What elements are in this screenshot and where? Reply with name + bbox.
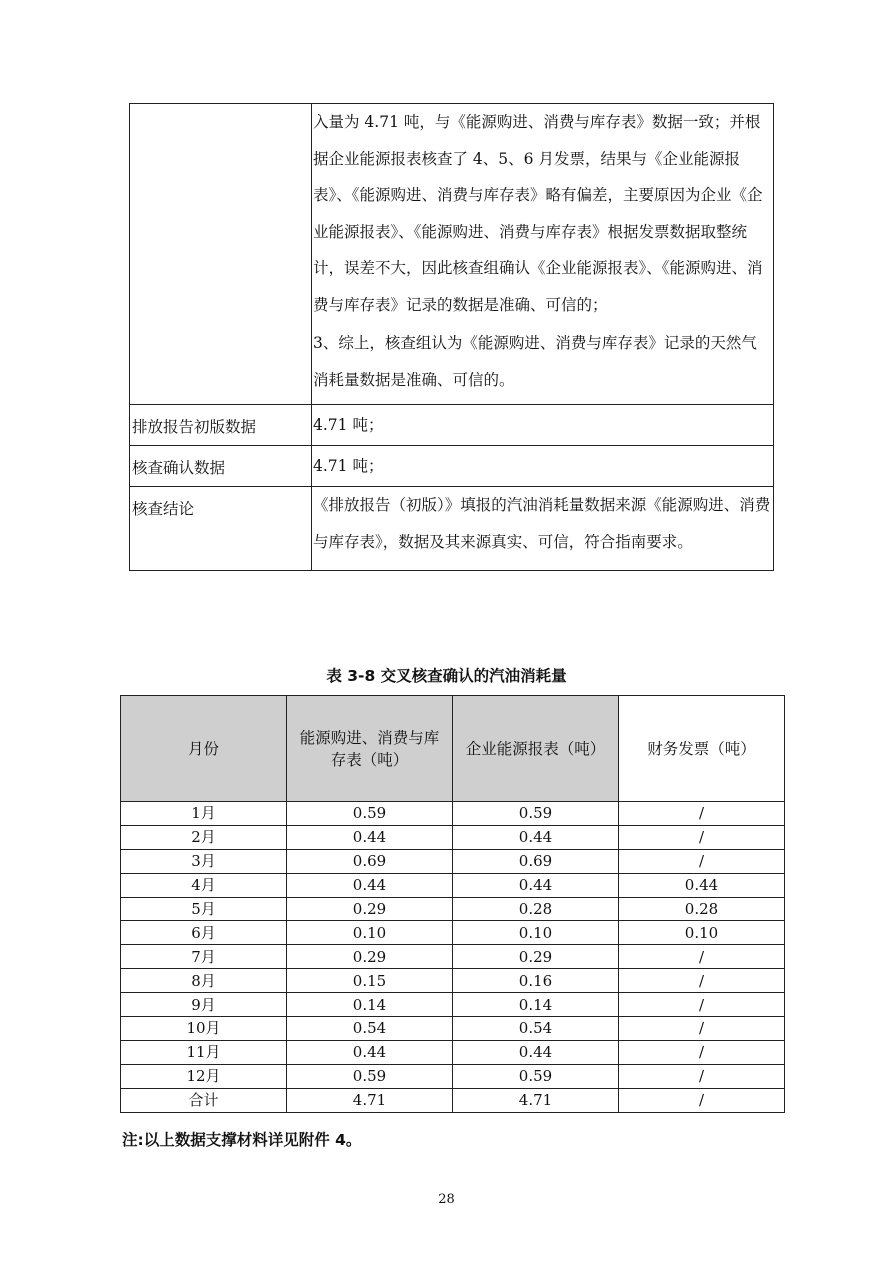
row-label: 核查确认数据: [130, 446, 312, 487]
table-row: [121, 802, 785, 826]
table-row: [121, 1088, 785, 1112]
table-cell: 12月: [121, 1064, 287, 1088]
column-header-enterprise-report: 企业能源报表（吨）: [453, 696, 619, 802]
empty-label-cell: [130, 104, 312, 405]
table-body: [121, 802, 785, 1113]
table-cell: 0.44: [453, 873, 619, 897]
table-row: [121, 1040, 785, 1064]
column-header-purchase-table: 能源购进、消费与库存表（吨）: [287, 696, 453, 802]
paragraph: 3、综上，核查组认为《能源购进、消费与库存表》记录的天然气消耗量数据是准确、可信的。: [313, 334, 757, 389]
table-cell: 0.54: [453, 1017, 619, 1041]
verification-table: [129, 103, 774, 571]
table-cell: 0.44: [287, 1040, 453, 1064]
table-row: [121, 969, 785, 993]
table-cell: 4月: [121, 873, 287, 897]
table-cell: 0.54: [287, 1017, 453, 1041]
table-cell: 6月: [121, 921, 287, 945]
gasoline-consumption-table: [120, 695, 785, 1113]
table-cell: 8月: [121, 969, 287, 993]
table-cell: 0.44: [453, 825, 619, 849]
row-value: 《排放报告（初版）》填报的汽油消耗量数据来源《能源购进、消费与库存表》，数据及其来源真实、可信，符合指南要求。: [312, 487, 774, 571]
table-cell: 0.44: [287, 873, 453, 897]
column-header-invoice: 财务发票（吨）: [619, 696, 785, 802]
table-cell: 0.44: [287, 825, 453, 849]
table-cell: 0.59: [287, 1064, 453, 1088]
table-cell: 4.71: [453, 1088, 619, 1112]
table-cell: /: [619, 802, 785, 826]
table-cell: /: [619, 1064, 785, 1088]
table-row: [130, 487, 774, 571]
table-cell: 0.14: [453, 993, 619, 1017]
table-cell: 9月: [121, 993, 287, 1017]
table-cell: 0.28: [619, 897, 785, 921]
table-cell: 10月: [121, 1017, 287, 1041]
table-cell: 0.59: [453, 1064, 619, 1088]
table-cell: /: [619, 1017, 785, 1041]
table-cell: /: [619, 1040, 785, 1064]
table-row: [121, 825, 785, 849]
table-row: [121, 849, 785, 873]
table-cell: /: [619, 945, 785, 969]
table-cell: 4.71: [287, 1088, 453, 1112]
table-cell: 0.29: [453, 945, 619, 969]
table-cell: 0.59: [453, 802, 619, 826]
table-cell: 0.69: [287, 849, 453, 873]
table-cell: 0.16: [453, 969, 619, 993]
table-row: [121, 945, 785, 969]
table-cell: 0.29: [287, 897, 453, 921]
continuation-row: [130, 104, 774, 405]
table-row: [130, 405, 774, 446]
continuation-cell: [312, 104, 774, 405]
table-cell: 7月: [121, 945, 287, 969]
table-cell: 0.15: [287, 969, 453, 993]
table-cell: 0.69: [453, 849, 619, 873]
table-cell: /: [619, 1088, 785, 1112]
table-cell: 合计: [121, 1088, 287, 1112]
table-row: [121, 1017, 785, 1041]
table-cell: 0.10: [287, 921, 453, 945]
table-cell: /: [619, 993, 785, 1017]
table-row: [121, 873, 785, 897]
table-cell: /: [619, 969, 785, 993]
table-caption: 表 3-8 交叉核查确认的汽油消耗量: [326, 667, 567, 685]
table-cell: 0.44: [619, 873, 785, 897]
table-cell: 0.59: [287, 802, 453, 826]
table-row: [121, 993, 785, 1017]
row-label: 排放报告初版数据: [130, 405, 312, 446]
table-cell: 0.28: [453, 897, 619, 921]
table-row: [121, 921, 785, 945]
note: 注:以上数据支撑材料详见附件 4。: [122, 1131, 362, 1149]
page-number: 28: [438, 1192, 455, 1207]
table-cell: 0.10: [453, 921, 619, 945]
row-value: 4.71 吨；: [312, 446, 774, 487]
table-row: [121, 897, 785, 921]
table-cell: 11月: [121, 1040, 287, 1064]
paragraph: 入量为 4.71 吨，与《能源购进、消费与库存表》数据一致；并根据企业能源报表核查了 4、5、6 月发票，结果与《企业能源报表》、《能源购进、消费与库存表》略有偏差，主要原因为企业《企业能源报表》、《能源购进、消费与库存表》根据发票数据取整统计，误差不大，因此核查组确认《企业能源报表》、《能源购进、消费与库存表》记录的数据是准确、可信的；: [313, 113, 763, 314]
table-row: [121, 1064, 785, 1088]
row-value: 4.71 吨；: [312, 405, 774, 446]
row-label: 核查结论: [130, 487, 312, 571]
table-cell: 0.14: [287, 993, 453, 1017]
table-cell: 0.44: [453, 1040, 619, 1064]
table-cell: 0.10: [619, 921, 785, 945]
column-header-month: 月份: [121, 696, 287, 802]
table-cell: 5月: [121, 897, 287, 921]
table-cell: 0.29: [287, 945, 453, 969]
header-row: [121, 696, 785, 802]
table-cell: 3月: [121, 849, 287, 873]
table-cell: /: [619, 849, 785, 873]
table-row: [130, 446, 774, 487]
table-cell: 1月: [121, 802, 287, 826]
table-cell: 2月: [121, 825, 287, 849]
table-cell: /: [619, 825, 785, 849]
